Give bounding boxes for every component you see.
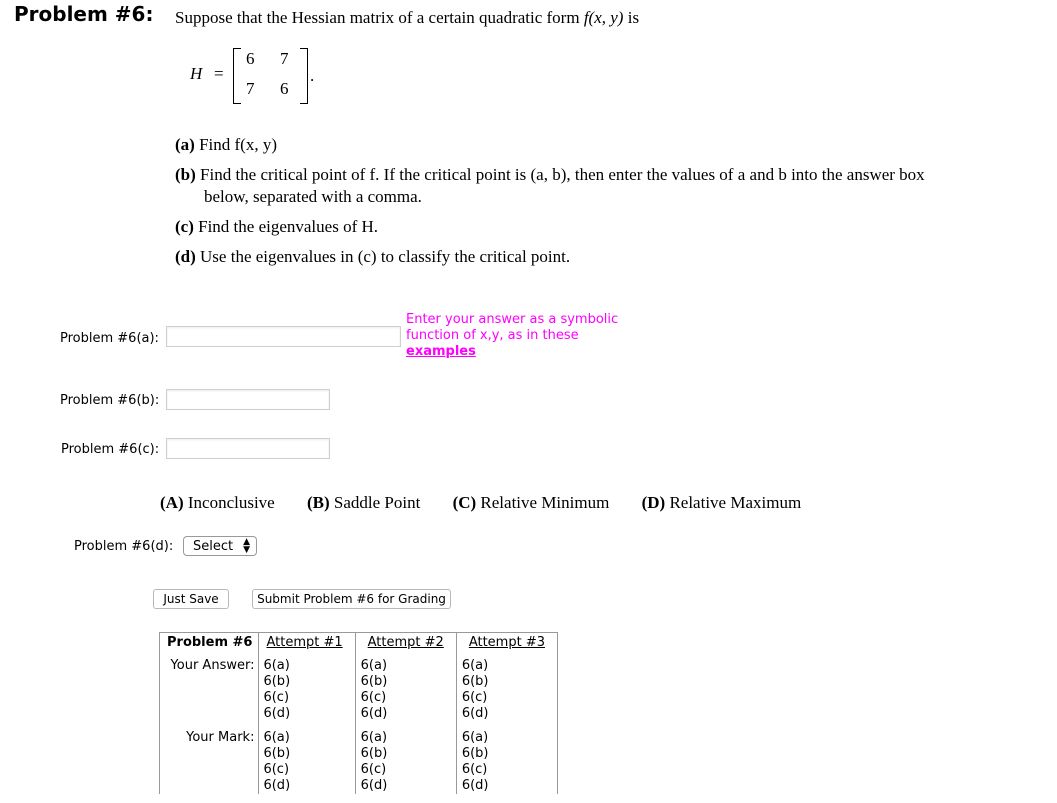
problem-title: Problem #6:	[14, 2, 154, 26]
choice-tag: (B)	[306, 493, 330, 512]
choice-text: Saddle Point	[333, 493, 421, 512]
choice-b	[307, 493, 434, 512]
updown-arrows-icon: ▲ ▼	[243, 537, 250, 555]
answer-row-label: Your Answer:	[160, 654, 259, 722]
intro-text: Suppose that the Hessian matrix of a certain quadratic form	[175, 8, 580, 27]
part-tag: (c)	[175, 217, 194, 236]
attempt-part: 6(b)	[263, 674, 291, 689]
table-header: Problem #6	[160, 633, 259, 655]
choice-text: Relative Minimum	[480, 493, 610, 512]
part-b-cont: below, separated with a comma.	[204, 187, 422, 206]
attempt-part: 6(a)	[263, 730, 290, 745]
part-d	[175, 246, 570, 268]
matrix-label: H	[190, 64, 203, 83]
answer-d-label: Problem #6(d):	[74, 539, 174, 554]
answer-c-input[interactable]	[166, 438, 330, 459]
choice-text: Inconclusive	[187, 493, 275, 512]
attempt-part: 6(c)	[263, 690, 290, 705]
hint-line: function of x,y, as in these	[406, 328, 579, 343]
mark-row-label: Your Mark:	[160, 722, 259, 794]
part-text: Find the eigenvalues of H.	[198, 217, 379, 236]
right-bracket	[300, 48, 308, 104]
attempt-part: 6(b)	[461, 746, 489, 761]
attempt-part: 6(c)	[263, 762, 290, 777]
attempt-part: 6(c)	[461, 690, 488, 705]
attempt-part: 6(a)	[263, 658, 290, 673]
attempt-part: 6(d)	[360, 706, 388, 721]
part-text: Use the eigenvalues in (c) to classify the critical point.	[200, 247, 571, 266]
choice-text: Relative Maximum	[669, 493, 802, 512]
choice-tag: (D)	[641, 493, 666, 512]
attempt-part: 6(c)	[360, 762, 387, 777]
intro-func: f(x, y)	[583, 8, 624, 27]
part-c	[175, 216, 378, 238]
matrix-cell: 7	[246, 79, 255, 98]
part-tag: (d)	[175, 247, 196, 266]
examples-link[interactable]: examples	[406, 344, 476, 359]
matrix-cell: 6	[246, 49, 255, 68]
attempt-part: 6(b)	[360, 674, 388, 689]
attempt-2-marks	[355, 722, 456, 794]
attempt-1-header[interactable]: Attempt #1	[259, 633, 355, 655]
attempt-part: 6(d)	[263, 706, 291, 721]
attempt-3-answers	[456, 654, 557, 722]
attempt-part: 6(c)	[461, 762, 488, 777]
submit-button[interactable]: Submit Problem #6 for Grading	[252, 589, 451, 609]
attempt-1-answers	[259, 654, 355, 722]
attempt-part: 6(b)	[461, 674, 489, 689]
left-bracket	[233, 48, 241, 104]
attempt-part: 6(c)	[360, 690, 387, 705]
select-value: Select	[193, 539, 234, 554]
answer-b-label: Problem #6(b):	[60, 393, 160, 408]
attempt-part: 6(a)	[461, 658, 489, 673]
attempt-3-header[interactable]: Attempt #3	[456, 633, 557, 655]
matrix-cell: 7	[280, 49, 289, 68]
answer-b-input[interactable]	[166, 389, 330, 410]
hint-line: Enter your answer as a symbolic	[406, 312, 619, 327]
part-text: Find f(x, y)	[199, 135, 277, 154]
answer-c-label: Problem #6(c):	[61, 442, 160, 457]
answer-d-select[interactable]	[183, 536, 257, 556]
part-a	[175, 134, 277, 156]
attempt-2-answers	[355, 654, 456, 722]
table-row	[160, 654, 558, 722]
attempt-part: 6(b)	[360, 746, 388, 761]
choice-d	[642, 493, 816, 512]
attempt-part: 6(b)	[263, 746, 291, 761]
attempt-part: 6(d)	[461, 706, 489, 721]
intro-end: is	[627, 8, 640, 27]
table-header-row	[160, 633, 558, 655]
attempt-part: 6(d)	[360, 778, 388, 793]
just-save-button[interactable]: Just Save	[153, 589, 229, 609]
attempt-part: 6(a)	[360, 658, 388, 673]
attempt-part: 6(a)	[360, 730, 388, 745]
classification-choices	[160, 493, 829, 513]
choice-c	[453, 493, 624, 512]
answer-a-input[interactable]	[166, 326, 401, 347]
attempt-part: 6(a)	[461, 730, 489, 745]
choice-tag: (C)	[452, 493, 477, 512]
attempt-3-marks	[456, 722, 557, 794]
attempt-part: 6(d)	[263, 778, 291, 793]
choice-tag: (A)	[160, 493, 184, 512]
matrix-cell: 6	[280, 79, 289, 98]
part-tag: (b)	[175, 165, 196, 184]
choice-a	[160, 493, 289, 512]
part-text: Find the critical point of f. If the critical point is (a, b), then enter the values of a and b into the answer box	[200, 165, 925, 184]
attempt-2-header[interactable]: Attempt #2	[355, 633, 456, 655]
part-b	[175, 164, 925, 186]
answer-a-label: Problem #6(a):	[60, 331, 159, 346]
part-tag: (a)	[175, 135, 195, 154]
matrix-period: .	[310, 66, 315, 85]
answer-hint	[406, 312, 636, 360]
matrix-equals: =	[214, 64, 224, 83]
attempt-1-marks	[259, 722, 355, 794]
problem-intro	[175, 8, 639, 28]
attempt-part: 6(d)	[461, 778, 489, 793]
table-row	[160, 722, 558, 794]
attempts-table	[159, 632, 558, 794]
